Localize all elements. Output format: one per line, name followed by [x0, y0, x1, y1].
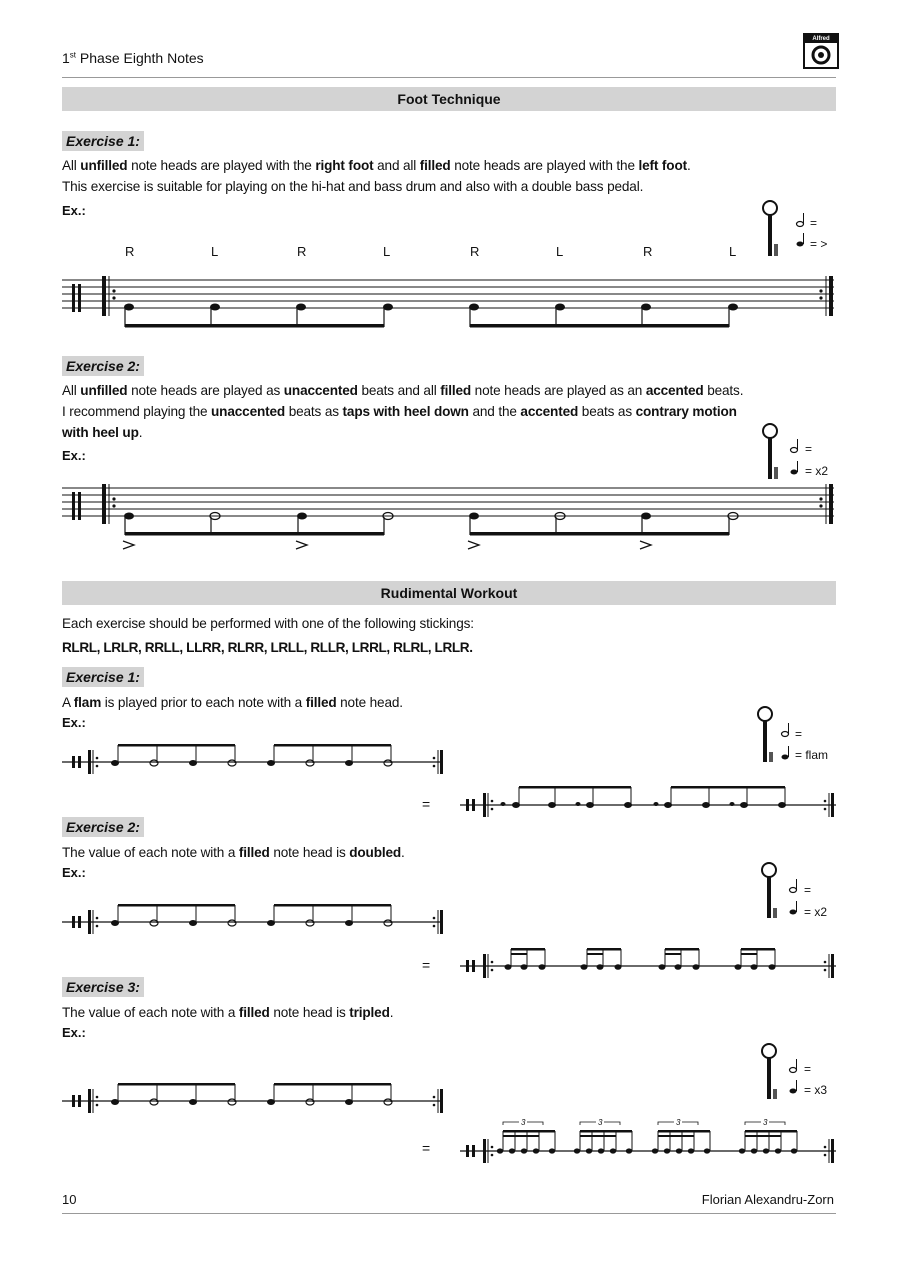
exercise-title: Exercise 1: [62, 667, 144, 687]
description-line: All unfilled note heads are played as unaccented beats and all filled note heads are played as an accented beats. [62, 383, 744, 398]
legend-unfilled: = [805, 442, 813, 456]
staff-exercise-1 [0, 270, 900, 350]
exercise-title: Exercise 2: [62, 817, 144, 837]
example-label: Ex.: [62, 1025, 86, 1040]
example-label: Ex.: [62, 715, 86, 730]
sticking-label: R [125, 244, 135, 259]
exercise-title: Exercise 1: [62, 131, 144, 151]
staff-rudimental-3-result [0, 1118, 900, 1178]
description-line: with heel up. [62, 425, 143, 440]
page-number: 10 [62, 1192, 77, 1207]
equals-sign: = [422, 796, 431, 812]
sticking-label: R [297, 244, 307, 259]
tuplet-bracket [503, 1122, 785, 1125]
note-legend-icon [796, 212, 808, 252]
description-line: This exercise is suitable for playing on the hi-hat and bass drum and also with a double bass pedal. [62, 179, 644, 194]
chapter-ordinal: st [69, 50, 77, 60]
exercise-description [62, 155, 837, 197]
section-heading-foot-technique: Foot Technique [62, 87, 836, 111]
footer-rule [62, 1213, 836, 1214]
legend-filled: = > [810, 237, 828, 251]
header-rule [62, 77, 836, 78]
legend-unfilled: = [804, 883, 812, 897]
exercise-description: The value of each note with a filled note head is doubled. [62, 845, 405, 860]
tuplet-number: 3 [521, 1118, 526, 1127]
staff-rudimental-2-pattern [0, 898, 900, 948]
example-label: Ex.: [62, 865, 86, 880]
equals-sign: = [422, 1140, 431, 1156]
legend-unfilled: = [810, 216, 818, 230]
legend-filled: = x3 [804, 1083, 828, 1097]
description-line: All unfilled note heads are played with the right foot and all filled note heads are played with the left foot. [62, 158, 691, 173]
chapter-name: Phase Eighth Notes [76, 50, 204, 66]
sticking-label: L [729, 244, 737, 259]
logo-emblem-icon [805, 43, 837, 67]
sticking-label: R [643, 244, 653, 259]
description-line: I recommend playing the unaccented beats as taps with heel down and the accented beats as contrary motion [62, 404, 737, 419]
example-label: Ex.: [62, 203, 86, 218]
sticking-label: R [470, 244, 480, 259]
note-legend-icon [790, 438, 802, 478]
sticking-list: RLRL, LRLR, RRLL, LLRR, RLRR, LRLL, RLLR, LRRL, RLRL, LRLR. [62, 640, 473, 655]
legend-filled: = x2 [805, 464, 829, 478]
exercise-description [62, 380, 837, 443]
accent-icon [123, 541, 651, 549]
equals-sign: = [422, 957, 431, 973]
sticking-label: L [211, 244, 219, 259]
author-name: Florian Alexandru-Zorn [701, 1192, 834, 1207]
chapter-title [62, 50, 204, 66]
example-label: Ex.: [62, 448, 86, 463]
sticking-label: L [383, 244, 391, 259]
sticking-label: L [556, 244, 564, 259]
logo-text: Alfred [805, 35, 837, 43]
tuplet-number: 3 [598, 1118, 603, 1127]
staff-exercise-2 [0, 478, 900, 558]
publisher-logo [803, 33, 839, 69]
exercise-description: The value of each note with a filled note head is tripled. [62, 1005, 394, 1020]
exercise-title: Exercise 3: [62, 977, 144, 997]
legend-unfilled: = [795, 727, 803, 741]
chapter-number: 1 [62, 50, 70, 66]
legend-unfilled: = [804, 1062, 812, 1076]
pedal-icon [758, 200, 798, 260]
tuplet-number: 3 [676, 1118, 681, 1127]
legend-filled: = x2 [804, 905, 828, 919]
section-heading-rudimental-workout: Rudimental Workout [62, 581, 836, 605]
tuplet-number: 3 [763, 1118, 768, 1127]
exercise-description: A flam is played prior to each note with a filled note head. [62, 695, 403, 710]
legend-filled: = flam [795, 748, 829, 762]
rudimental-intro: Each exercise should be performed with one of the following stickings: [62, 616, 474, 631]
exercise-title: Exercise 2: [62, 356, 144, 376]
